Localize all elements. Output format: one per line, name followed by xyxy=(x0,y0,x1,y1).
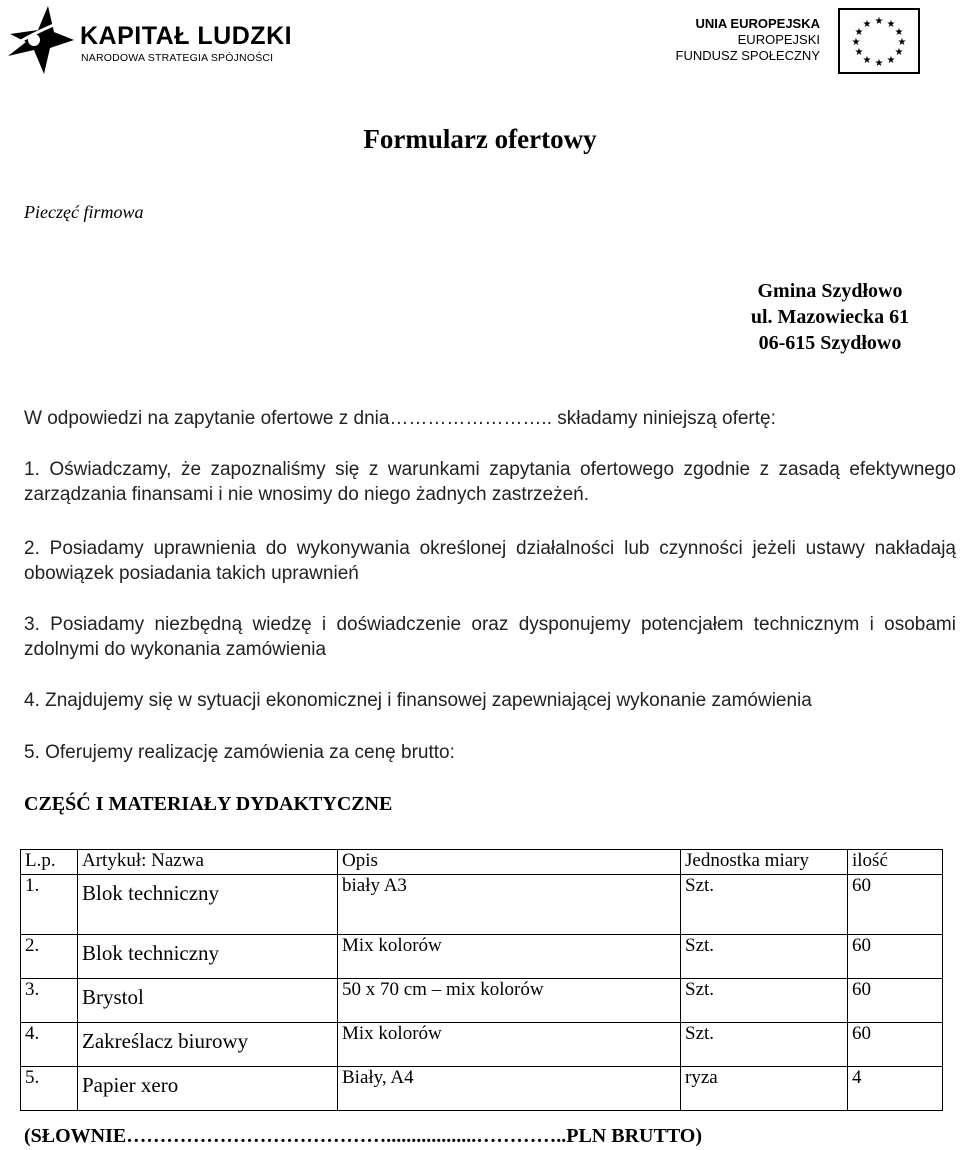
kapital-ludzki-logo xyxy=(4,4,294,78)
eu-line3: FUNDUSZ SPOŁECZNY xyxy=(675,48,820,63)
svg-text:★: ★ xyxy=(894,47,904,58)
header-desc: Opis xyxy=(338,850,681,875)
cell-lp: 4. xyxy=(21,1023,78,1067)
statement-1: 1. Oświadczamy, że zapoznaliśmy się z warunkami zapytania ofertowego zgodnie z zasadą efektywnego zarządzania finansami i nie wnosimy do niego żadnych zastrzeżeń. xyxy=(24,459,956,505)
cell-desc: Mix kolorów xyxy=(338,1023,681,1067)
cell-unit: Szt. xyxy=(681,875,848,935)
cell-qty: 60 xyxy=(848,979,943,1023)
company-stamp-label: Pieczęć firmowa xyxy=(24,202,144,222)
cell-desc: biały A3 xyxy=(338,875,681,935)
cell-desc: Mix kolorów xyxy=(338,935,681,979)
cell-name: Brystol xyxy=(78,979,338,1023)
eu-flag-icon xyxy=(838,8,920,74)
recipient-address xyxy=(730,278,930,356)
amount-in-words: (SŁOWNIE…………………………………..................…………..PLN BRUTTO) xyxy=(24,1125,703,1147)
statement-2: 2. Posiadamy uprawnienia do wykonywania określonej działalności lub czynności jeżeli ustawy nakładają obowiązek posiadania takich uprawnień xyxy=(24,538,956,584)
items-table xyxy=(20,849,943,1111)
cell-qty: 4 xyxy=(848,1067,943,1111)
svg-text:★: ★ xyxy=(874,58,884,69)
cell-qty: 60 xyxy=(848,875,943,935)
header-lp: L.p. xyxy=(21,850,78,875)
svg-text:★: ★ xyxy=(851,37,861,48)
statement-3: 3. Posiadamy niezbędną wiedzę i doświadczenie oraz dysponujemy potencjałem technicznym i osobami zdolnymi do wykonania zamówienia xyxy=(24,614,956,660)
svg-text:★: ★ xyxy=(886,55,896,66)
svg-text:★: ★ xyxy=(894,27,904,38)
kl-logo-subtitle: NARODOWA STRATEGIA SPÓJNOŚCI xyxy=(81,52,274,64)
svg-text:★: ★ xyxy=(854,27,864,38)
cell-lp: 5. xyxy=(21,1067,78,1111)
eu-logo xyxy=(675,8,930,74)
intro-paragraph: W odpowiedzi na zapytanie ofertowe z dnia…………………….. składamy niniejszą ofertę: xyxy=(24,408,776,429)
cell-unit: Szt. xyxy=(681,979,848,1023)
table-header-row xyxy=(21,850,943,875)
cell-unit: Szt. xyxy=(681,935,848,979)
kl-star-figure-icon xyxy=(4,4,76,78)
statement-4: 4. Znajdujemy się w sytuacji ekonomicznej i finansowej zapewniającej wykonanie zamówienia xyxy=(24,690,812,711)
recipient-line2: ul. Mazowiecka 61 xyxy=(750,306,910,328)
cell-lp: 2. xyxy=(21,935,78,979)
table-row xyxy=(21,875,943,935)
section-title: CZĘŚĆ I MATERIAŁY DYDAKTYCZNE xyxy=(24,793,393,815)
svg-text:★: ★ xyxy=(886,19,896,30)
eu-logo-text xyxy=(676,16,820,64)
cell-name: Blok techniczny xyxy=(78,935,338,979)
table-row xyxy=(21,1067,943,1111)
svg-text:★: ★ xyxy=(854,47,864,58)
cell-desc: 50 x 70 cm – mix kolorów xyxy=(338,979,681,1023)
statement-5: 5. Oferujemy realizację zamówienia za cenę brutto: xyxy=(24,742,455,763)
cell-name: Blok techniczny xyxy=(78,875,338,935)
header-qty: ilość xyxy=(848,850,943,875)
svg-text:★: ★ xyxy=(862,55,872,66)
cell-lp: 1. xyxy=(21,875,78,935)
cell-desc: Biały, A4 xyxy=(338,1067,681,1111)
table-row xyxy=(21,1023,943,1067)
svg-text:★: ★ xyxy=(862,19,872,30)
kl-logo-title: KAPITAŁ LUDZKI xyxy=(80,22,293,50)
page-title: Formularz ofertowy xyxy=(363,124,597,154)
cell-qty: 60 xyxy=(848,1023,943,1067)
cell-qty: 60 xyxy=(848,935,943,979)
recipient-line1: Gmina Szydłowo xyxy=(757,280,903,302)
cell-unit: ryza xyxy=(681,1067,848,1111)
header-name: Artykuł: Nazwa xyxy=(78,850,338,875)
cell-name: Zakreślacz biurowy xyxy=(78,1023,338,1067)
eu-line2: EUROPEJSKI xyxy=(737,32,820,47)
cell-unit: Szt. xyxy=(681,1023,848,1067)
cell-name: Papier xero xyxy=(78,1067,338,1111)
cell-lp: 3. xyxy=(21,979,78,1023)
table-row xyxy=(21,935,943,979)
svg-text:★: ★ xyxy=(897,37,907,48)
table-row xyxy=(21,979,943,1023)
svg-text:★: ★ xyxy=(874,16,884,27)
recipient-line3: 06-615 Szydłowo xyxy=(758,332,902,354)
header-unit: Jednostka miary xyxy=(681,850,848,875)
eu-line1: UNIA EUROPEJSKA xyxy=(695,16,820,31)
